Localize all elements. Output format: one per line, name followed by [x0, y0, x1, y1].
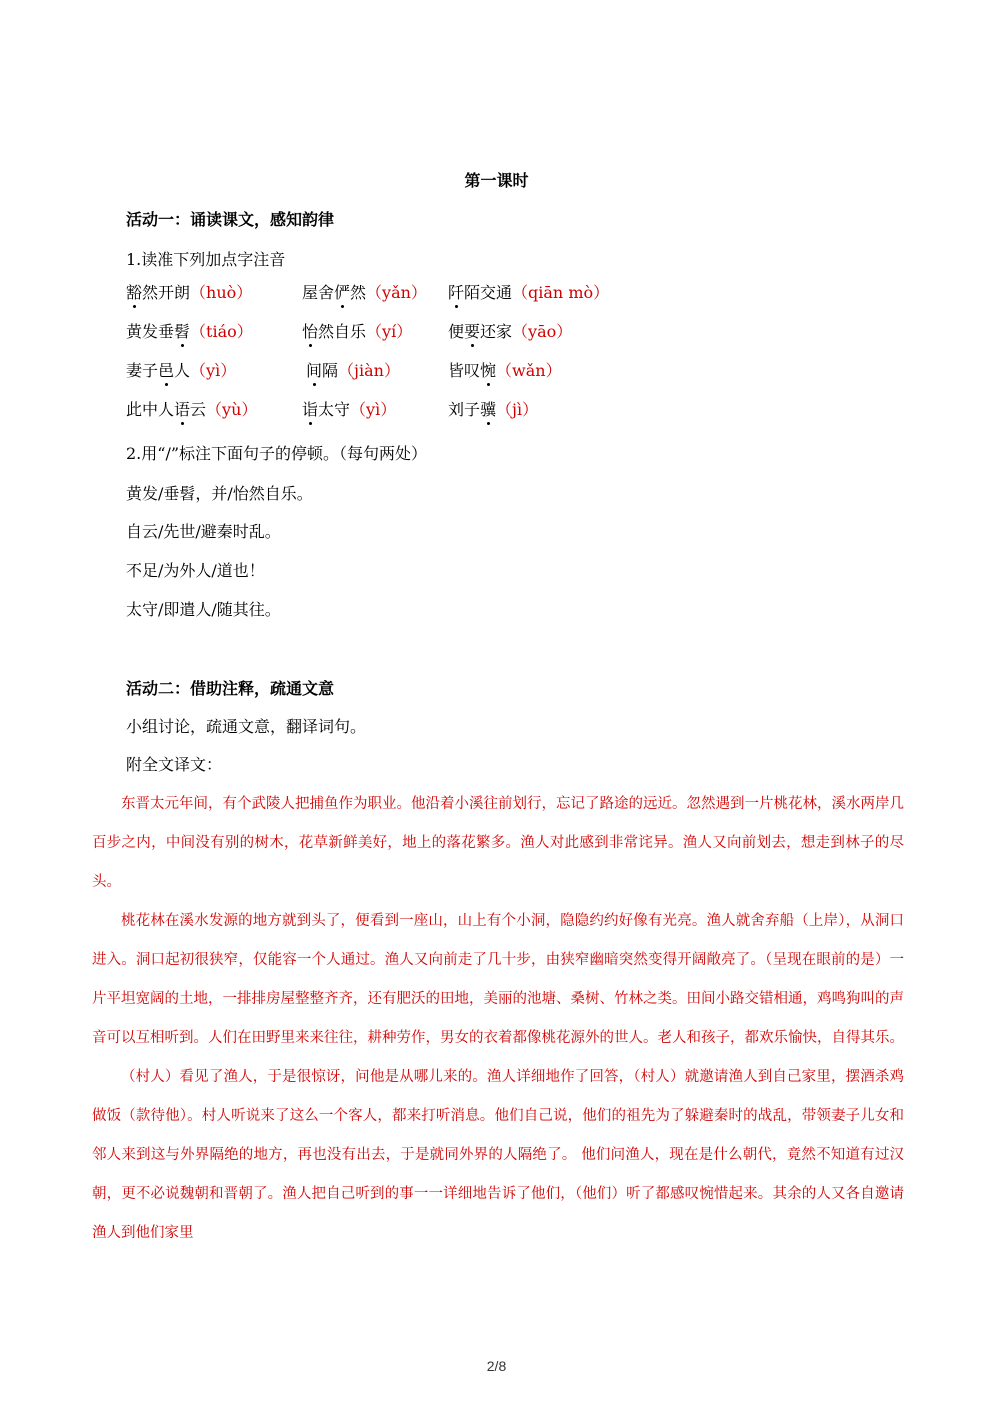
vocab-dotted-char: 间 — [306, 358, 322, 381]
appendix-label: 附全文译文： — [126, 755, 223, 774]
vocab-dotted-char: 髫 — [174, 319, 190, 342]
vocab-word-pre: 便 — [448, 322, 465, 341]
vocab-item — [448, 358, 562, 381]
vocab-item — [448, 280, 609, 303]
vocab-word-pre: 皆叹 — [448, 361, 481, 380]
vocab-item — [126, 358, 236, 381]
vocab-pinyin: （yù） — [206, 400, 258, 419]
translation-paragraph-2: 桃花林在溪水发源的地方就到头了，便看到一座山，山上有个小洞，隐隐约约好像有光亮。渔人就舍弃船（上岸），从洞口进入。洞口起初很狭窄，仅能容一个人通过。渔人又向前走了几十步，由狭窄幽暗突然变得开阔敞亮了。（呈现在眼前的是）一片平坦宽阔的土地，一排排房屋整整齐齐，还有肥沃的田地，美丽的池塘、桑树、竹林之类。田间小路交错相通，鸡鸣狗叫的声音可以互相听到。人们在田野里来来往往，耕种劳作，男女的衣着都像桃花源外的世人。老人和孩子，都欢乐愉快，自得其乐。 — [92, 913, 904, 1046]
vocab-word-post: 人 — [174, 361, 191, 380]
vocab-word-post: 云 — [190, 400, 207, 419]
vocab-dotted-char: 骥 — [480, 397, 496, 420]
vocab-item — [126, 280, 252, 303]
vocab-pinyin: （jiàn） — [338, 361, 400, 380]
vocab-dotted-char: 阡 — [448, 280, 464, 303]
activity2-heading: 活动二：借助注释，疏通文意 — [126, 679, 335, 698]
vocab-word-post: 太守 — [318, 400, 351, 419]
sentence-1: 黄发/垂髫，并/怡然自乐。 — [126, 484, 313, 503]
vocab-item — [448, 319, 572, 342]
vocab-dotted-char: 语 — [174, 397, 190, 420]
vocab-pinyin: （yì） — [350, 400, 397, 419]
question-2: 2.用“/”标注下面句子的停顿。（每句两处） — [126, 444, 428, 463]
vocab-word-post: 然自乐 — [318, 322, 367, 341]
vocab-word-pre: 妻子 — [126, 361, 159, 380]
vocab-word-pre: 刘子 — [448, 400, 481, 419]
vocab-word-post: 隔 — [322, 361, 339, 380]
vocab-item — [448, 397, 538, 420]
vocab-pinyin: （qiān mò） — [512, 283, 610, 302]
vocab-word-post: 然 — [350, 283, 367, 302]
vocab-dotted-char: 豁 — [126, 280, 142, 303]
sentence-4: 太守/即遣人/随其往。 — [126, 600, 281, 619]
lesson-title: 第一课时 — [464, 171, 529, 190]
vocab-pinyin: （yāo） — [512, 322, 573, 341]
vocab-dotted-char: 邑 — [158, 358, 174, 381]
vocab-pinyin: （huò） — [190, 283, 253, 302]
instruction: 小组讨论，疏通文意，翻译词句。 — [126, 717, 367, 736]
vocab-dotted-char: 要 — [464, 319, 480, 342]
vocab-pinyin: （yí） — [366, 322, 413, 341]
sentence-2: 自云/先世/避秦时乱。 — [126, 522, 281, 541]
vocab-dotted-char: 怡 — [302, 319, 318, 342]
vocab-item — [302, 280, 427, 303]
vocab-pinyin: （yǎn） — [366, 283, 427, 302]
vocab-item — [302, 319, 412, 342]
vocab-pinyin: （yì） — [190, 361, 237, 380]
activity1-heading: 活动一：诵读课文，感知韵律 — [126, 210, 335, 229]
vocab-word-post: 还家 — [480, 322, 513, 341]
vocab-dotted-char: 惋 — [480, 358, 496, 381]
sentence-3: 不足/为外人/道也！ — [126, 561, 265, 580]
vocab-item — [126, 319, 253, 342]
translation-paragraph-1: 东晋太元年间，有个武陵人把捕鱼作为职业。他沿着小溪往前划行，忘记了路途的远近。忽然遇到一片桃花林，溪水两岸几百步之内，中间没有别的树木，花草新鲜美好，地上的落花繁多。渔人对此感到非常诧异。渔人又向前划去，想走到林子的尽头。 — [92, 796, 904, 890]
vocab-word-post: 然开朗 — [142, 283, 191, 302]
vocab-word-pre: 此中人 — [126, 400, 175, 419]
vocab-word-pre: 屋舍 — [302, 283, 335, 302]
page-number: 2/8 — [486, 1358, 507, 1374]
translation-text — [92, 785, 904, 1253]
vocab-item — [126, 397, 257, 420]
question-1: 1.读准下列加点字注音 — [126, 250, 286, 269]
vocab-item — [302, 397, 396, 420]
vocab-word-post: 陌交通 — [464, 283, 513, 302]
vocab-pinyin: （wǎn） — [496, 361, 562, 380]
vocab-dotted-char: 俨 — [334, 280, 350, 303]
vocab-item — [306, 358, 400, 381]
vocab-pinyin: （jì） — [496, 400, 539, 419]
vocab-word-pre: 黄发垂 — [126, 322, 175, 341]
vocab-dotted-char: 诣 — [302, 397, 318, 420]
translation-paragraph-3: （村人）看见了渔人，于是很惊讶，问他是从哪儿来的。渔人详细地作了回答，（村人）就邀请渔人到自己家里，摆酒杀鸡做饭（款待他）。村人听说来了这么一个客人，都来打听消息。他们自己说，他们的祖先为了躲避秦时的战乱，带领妻子儿女和邻人来到这与外界隔绝的地方，再也没有出去，于是就同外界的人隔绝了。 他们问渔人，现在是什么朝代，竟然不知道有过汉朝，更不必说魏朝和晋朝了。渔人把自己听到的事一一详细地告诉了他们，（他们）听了都感叹惋惜起来。其余的人又各自邀请渔人到他们家里 — [92, 1069, 904, 1241]
vocab-pinyin: （tiáo） — [190, 322, 253, 341]
